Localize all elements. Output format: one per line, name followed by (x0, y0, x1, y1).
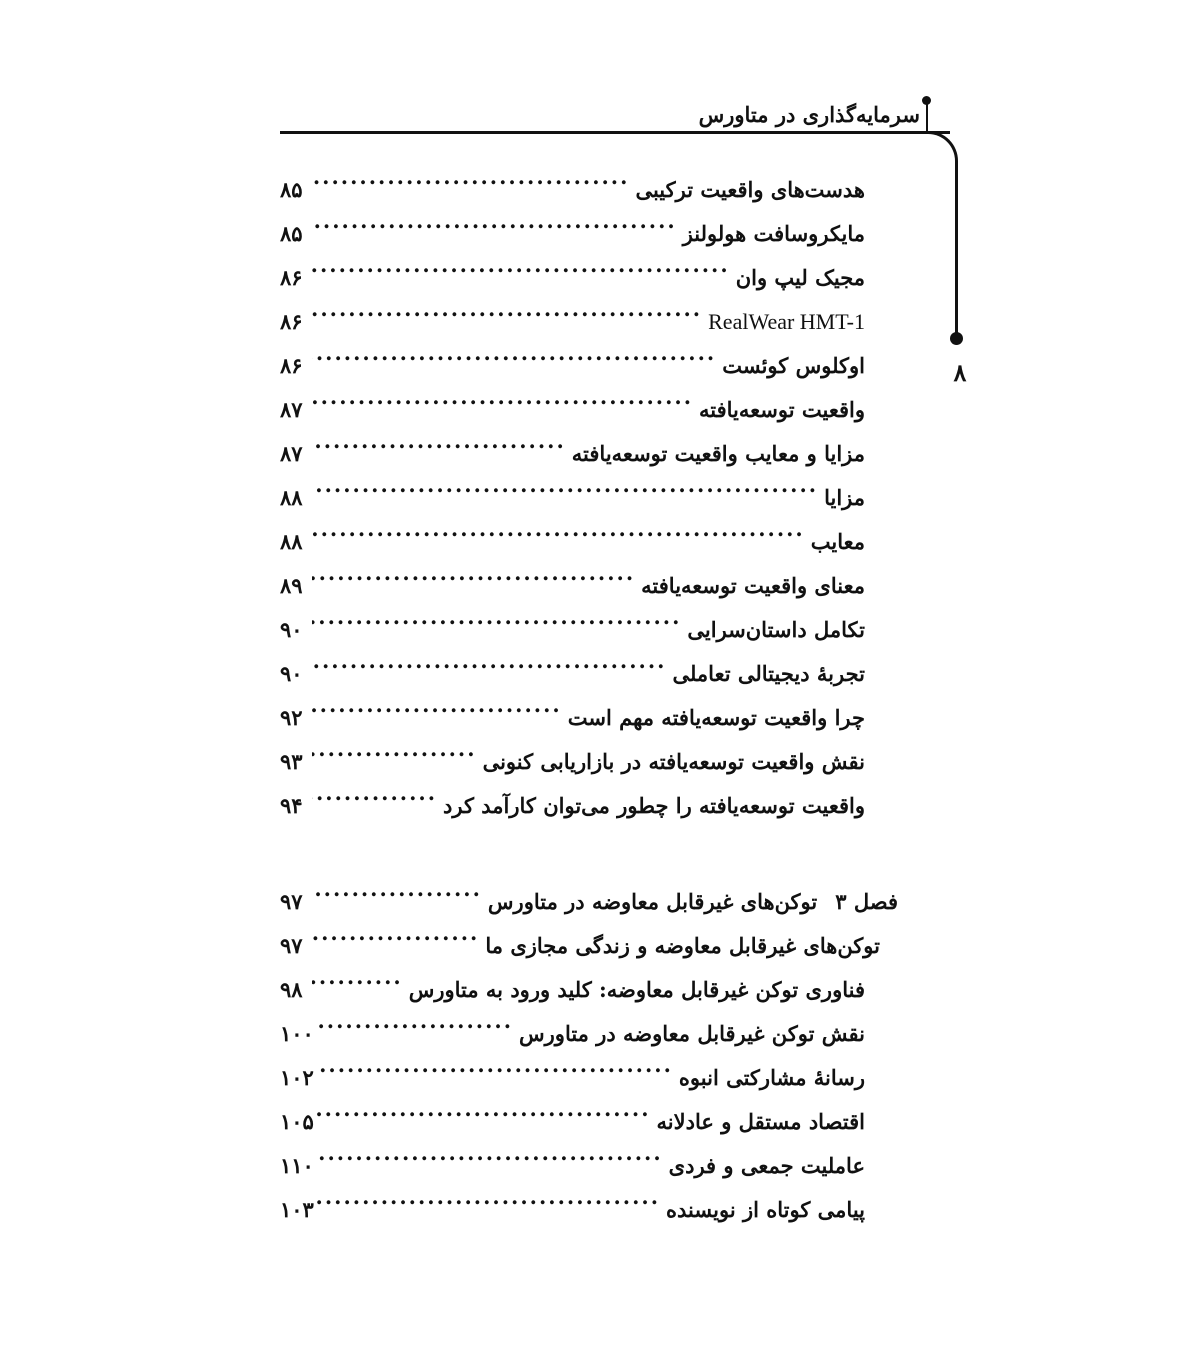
toc-entry[interactable] (280, 729, 865, 774)
toc-entry[interactable] (280, 421, 865, 466)
toc-entry-title: معایب (810, 529, 865, 554)
toc-entry[interactable] (280, 245, 865, 290)
toc-leader-dots (312, 957, 403, 997)
toc-entry-page: ۸۵ (280, 177, 303, 202)
toc-entry[interactable] (280, 201, 865, 246)
toc-entry-title: واقعیت توسعه‌یافته (699, 397, 865, 422)
header-ornament-tick (926, 100, 928, 133)
toc-entry-title: RealWear HMT-1 (708, 309, 865, 334)
toc-entry-title: مجیک لیپ وان (735, 265, 865, 290)
toc-entry-title: رسانهٔ مشارکتی انبوه (678, 1065, 865, 1090)
toc-entry[interactable] (280, 1089, 865, 1134)
toc-leader-dots (312, 773, 437, 813)
toc-entry-page: ۱۰۰ (280, 1021, 314, 1046)
toc-leader-dots (312, 201, 677, 241)
toc-entry[interactable] (280, 597, 865, 642)
toc-entry-page: ۹۳ (280, 749, 303, 774)
toc-entry[interactable] (280, 465, 865, 510)
toc-entry-page: ۸۶ (280, 309, 303, 334)
toc-entry-title: نقش توکن غیرقابل معاوضه در متاورس (519, 1021, 865, 1046)
toc-entry-title: مزایا و معایب واقعیت توسعه‌یافته (571, 441, 865, 466)
toc-entry-title: تکامل داستان‌سرایی (687, 617, 865, 642)
toc-entry-page: ۹۰ (280, 661, 303, 686)
toc-entry[interactable] (280, 913, 880, 958)
toc-entry[interactable] (280, 1177, 865, 1222)
toc-entry-title: هدست‌های واقعیت ترکیبی (635, 177, 865, 202)
toc-entry[interactable] (280, 333, 865, 378)
toc-entry[interactable] (280, 773, 865, 818)
page-number: ۸ (953, 358, 967, 387)
side-ornament-dot (950, 332, 963, 345)
toc-entry[interactable] (280, 641, 865, 686)
toc-entry[interactable] (280, 1133, 865, 1178)
toc-leader-dots (312, 245, 730, 285)
toc-entry[interactable] (280, 289, 865, 334)
toc-entry-title: معنای واقعیت توسعه‌یافته (641, 573, 865, 598)
toc-entry-page: ۱۱۰ (280, 1153, 314, 1178)
toc-entry-page: ۸۹ (280, 573, 303, 598)
toc-leader-dots (312, 641, 666, 681)
toc-entry-page: ۹۲ (280, 705, 303, 730)
toc-entry-page: ۸۸ (280, 485, 303, 510)
toc-leader-dots (312, 289, 702, 329)
toc-leader-dots (316, 1089, 651, 1129)
toc-chapter-heading[interactable] (280, 869, 898, 914)
side-ornament-curve (924, 131, 958, 165)
toc-entry-title: عاملیت جمعی و فردی (668, 1153, 865, 1178)
toc-entry-page: ۸۶ (280, 265, 303, 290)
toc-leader-dots (316, 1045, 673, 1085)
toc-entry-page: ۹۸ (280, 977, 303, 1002)
toc-entry-page: ۸۵ (280, 221, 303, 246)
toc-entry-page: ۸۷ (280, 397, 303, 422)
toc-leader-dots (312, 729, 477, 769)
toc-entry-page: ۸۸ (280, 529, 303, 554)
toc-leader-dots (312, 509, 805, 549)
toc-entry[interactable] (280, 377, 865, 422)
toc-entry-title: مزایا (824, 485, 865, 510)
toc-chapter-title: توکن‌های غیرقابل معاوضه در متاورس (487, 889, 818, 914)
header-rule (280, 131, 950, 134)
toc-entry[interactable] (280, 685, 865, 730)
toc-entry-title: اقتصاد مستقل و عادلانه (656, 1109, 865, 1134)
side-ornament-line (955, 162, 958, 340)
toc-entry-title: چرا واقعیت توسعه‌یافته مهم است (567, 705, 865, 730)
toc-entry-title: فناوری توکن غیرقابل معاوضه: کلید ورود به متاورس (408, 977, 865, 1002)
toc-leader-dots (312, 157, 629, 197)
toc-entry-page: ۸۶ (280, 353, 303, 378)
toc-leader-dots (312, 869, 482, 909)
toc-entry[interactable] (280, 957, 865, 1002)
toc-entry-title: واقعیت توسعه‌یافته را چطور می‌توان کارآمد کرد (443, 793, 865, 818)
toc-chapter-label: فصل ۳ (835, 889, 898, 914)
toc-entry-page: ۹۴ (280, 793, 303, 818)
toc-entry-page: ۱۰۲ (280, 1065, 314, 1090)
toc-entry-title: تجربهٔ دیجیتالی تعاملی (672, 661, 865, 686)
toc-leader-dots (312, 421, 566, 461)
toc-entry-page: ۹۷ (280, 933, 303, 958)
toc-entry[interactable] (280, 1001, 865, 1046)
toc-leader-dots (312, 685, 562, 725)
toc-entry-title: پیامی کوتاه از نویسنده (666, 1197, 865, 1222)
toc-leader-dots (312, 465, 818, 505)
toc-leader-dots (312, 597, 681, 637)
running-header-title: سرمایه‌گذاری در متاورس (698, 102, 920, 127)
toc-leader-dots (316, 1177, 660, 1217)
toc-entry-title: اوکلوس کوئست (722, 353, 865, 378)
toc-entry[interactable] (280, 509, 865, 554)
toc-entry-title: توکن‌های غیرقابل معاوضه و زندگی مجازی ما (485, 933, 880, 958)
toc-entry-page: ۸۷ (280, 441, 303, 466)
toc-entry-page: ۱۰۳ (280, 1197, 314, 1222)
toc-entry[interactable] (280, 157, 865, 202)
toc-entry-page: ۱۰۵ (280, 1109, 314, 1134)
toc-leader-dots (316, 1133, 663, 1173)
toc-leader-dots (312, 333, 716, 373)
toc-entry[interactable] (280, 553, 865, 598)
toc-leader-dots (312, 377, 693, 417)
toc-chapter-page: ۹۷ (280, 889, 303, 914)
toc-entry-page: ۹۰ (280, 617, 303, 642)
toc-leader-dots (312, 553, 635, 593)
toc-leader-dots (316, 1001, 513, 1041)
toc-entry-title: مایکروسافت هولولنز (682, 221, 865, 246)
toc-entry-title: نقش واقعیت توسعه‌یافته در بازاریابی کنونی (482, 749, 865, 774)
toc-entry[interactable] (280, 1045, 865, 1090)
toc-leader-dots (312, 913, 479, 953)
